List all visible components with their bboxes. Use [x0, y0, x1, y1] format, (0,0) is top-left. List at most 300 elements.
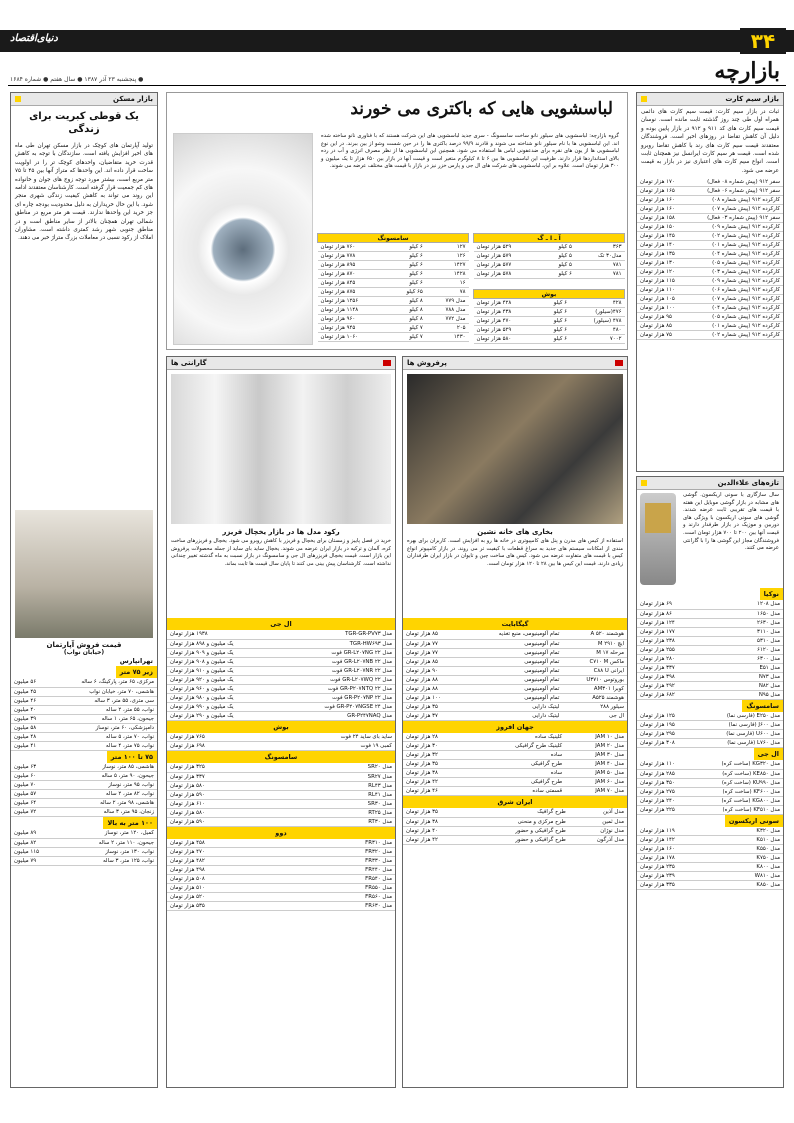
- table-row: [474, 252, 625, 261]
- table-row: [11, 763, 157, 772]
- table-cell: ۶۹ هزار تومان: [637, 600, 722, 609]
- housing-headline: یک قوطی کبریت برای زندگی: [29, 111, 139, 135]
- table-cell: کمیل، ۱۲۰ متر، نوساز: [60, 829, 157, 838]
- section-marker-icon: [641, 96, 647, 102]
- table-cell: ۷۵ هزار تومان: [637, 330, 687, 339]
- table-row: [474, 326, 625, 335]
- table-row: [637, 330, 783, 339]
- table-cell: ۱۰۰ هزار تومان: [403, 693, 464, 702]
- table-row: [403, 711, 627, 720]
- table-row: [167, 630, 395, 639]
- table-row: [637, 712, 783, 721]
- table-cell: ۳۳۷ هزار تومان: [167, 772, 298, 781]
- group-heading: جهان افروز: [403, 721, 627, 733]
- sim-title: بازار سیم کارت: [725, 95, 779, 103]
- table-row: [637, 618, 783, 627]
- bosch-washer-table: [473, 289, 625, 344]
- table-cell: مدل KE۸۵۰ (ساخت کره): [694, 769, 783, 778]
- table-row: [167, 639, 395, 648]
- group-heading: بوش: [167, 721, 395, 733]
- table-cell: ۴۰ هزار تومان: [403, 826, 470, 835]
- table-row: [637, 600, 783, 609]
- table-cell: ۳۳۷ هزار تومان: [637, 663, 722, 672]
- table-cell: مدل ۳۱۱۰: [722, 627, 783, 636]
- price-table: [11, 763, 157, 818]
- table-cell: ۱۲۵ هزار تومان: [637, 712, 696, 721]
- table-row: [637, 690, 783, 699]
- table-cell: طرح گرافیکی و حضور: [470, 835, 569, 844]
- table-cell: ۷۸: [426, 288, 469, 297]
- table-cell: ۵۸۰ هزار تومان: [167, 781, 298, 790]
- table-cell: ۵۷ میلیون: [11, 790, 58, 799]
- table-cell: یک میلیون و ۹۱۰ هزار تومان: [167, 666, 278, 675]
- table-cell: ۵ کیلو: [542, 252, 575, 261]
- table-cell: مدل GR-L۲۰۷NR ۲۲ فوت: [278, 666, 395, 675]
- table-cell: مدل RT۲۵: [298, 808, 395, 817]
- table-cell: مدل RL۴۳: [298, 781, 395, 790]
- table-row: [474, 243, 625, 252]
- table-row: [403, 666, 627, 675]
- table-cell: هاشمی، ۷۰ متر، خیابان نواب: [50, 687, 157, 696]
- table-cell: ۲۳۵ هزار تومان: [637, 863, 720, 872]
- table-cell: ۸۸ هزار تومان: [403, 684, 464, 693]
- table-row: [318, 279, 469, 288]
- table-row: [637, 769, 783, 778]
- table-cell: ۳۶۳: [575, 243, 625, 252]
- table-cell: ۶۰ میلیون: [11, 772, 58, 781]
- table-cell: ۱۶۰ هزار تومان: [637, 845, 720, 854]
- table-row: [11, 856, 157, 865]
- table-row: [167, 684, 395, 693]
- table-cell: ۶ کیلو: [389, 261, 426, 270]
- table-row: [11, 799, 157, 808]
- table-cell: ۲۷۵ هزار تومان: [637, 787, 694, 796]
- table-row: [318, 315, 469, 324]
- computer-headline: بخاری های خانه نشین: [477, 528, 553, 536]
- computer-cases-photo: [407, 374, 623, 524]
- table-cell: ۷۰ میلیون: [11, 781, 58, 790]
- table-cell: یک میلیون و ۹۲۰ هزار تومان: [167, 675, 278, 684]
- table-row: [403, 835, 627, 844]
- table-cell: ۴۷۰ هزار تومان: [474, 317, 539, 326]
- table-cell: ۴۷۰ هزار تومان: [167, 848, 293, 857]
- table-row: [167, 839, 395, 848]
- table-cell: مدل GR-L۲۰۷WQ ۲۲ فوت: [278, 675, 395, 684]
- table-cell: ۸۸ هزار تومان: [403, 675, 464, 684]
- table-cell: کارکرده ۹۱۲ (پیش شماره ۰۱): [687, 321, 783, 330]
- price-table: [637, 600, 783, 700]
- table-row: [167, 733, 395, 742]
- table-row: [637, 276, 783, 285]
- table-row: [403, 808, 627, 817]
- table-row: [637, 285, 783, 294]
- table-cell: ۸ کیلو: [389, 315, 426, 324]
- table-row: [637, 258, 783, 267]
- table-cell: نواب، ۸۲ متر، ۲ ساله: [58, 790, 157, 799]
- bestsellers-box: [402, 356, 628, 1088]
- table-cell: دامپزشکی، ۶۰ متر، نوساز: [50, 723, 157, 732]
- table-row: [167, 648, 395, 657]
- table-cell: ۶۸۲ هزار تومان: [637, 690, 722, 699]
- table-row: [318, 306, 469, 315]
- photo-subcaption: (خیابان نواب): [63, 649, 105, 656]
- table-cell: ۵۸ میلیون: [11, 723, 50, 732]
- table-cell: ۸۵ هزار تومان: [403, 657, 464, 666]
- table-cell: تمام آلومینیومی: [464, 675, 563, 684]
- table-cell: ۸ کیلو: [389, 297, 426, 306]
- table-cell: مرحله ۱۷ M: [562, 648, 627, 657]
- table-cell: مدل TGR-HW۶۹۳: [278, 639, 395, 648]
- table-cell: ۸۷۰ هزار تومان: [318, 270, 390, 279]
- table-cell: ۷۲ میلیون: [11, 808, 58, 817]
- mobile-title: تازه‌های علاءالدین: [717, 479, 779, 487]
- table-cell: مدل JAM ۱۰: [565, 733, 627, 742]
- table-cell: ۵۸۰ هزار تومان: [474, 335, 539, 344]
- sim-body: ثبات در بازار سیم کارت: قیمت سیم کارت های دائمی همراه اول طی چند روز گذشته ثابت مانده است. نوسان قیمت سیم کارت های کد ۹۱۱ و ۹۱۲ در بازار پایین بوده و دلیل آن کاهش تقاضا در روزهای اخیر است. فروشندگان معتقدند قیمت سیم کارت های رند با کاهش تقاضا روبرو شده است. قیمت هر سیم کارت ایرانسل نیز همچنان ثابت است. انواع سیم کارت های اعتباری نیز در بازار به قیمت عرضه می شود.: [641, 109, 779, 174]
- price-table: [637, 712, 783, 749]
- table-cell: ۱۷۰ هزار تومان: [637, 177, 687, 186]
- table-cell: نواب، ۱۲۵ متر، ۳ ساله: [60, 856, 157, 865]
- section-marker-icon: [641, 480, 647, 486]
- table-cell: ۷۷ هزار تومان: [403, 648, 464, 657]
- table-cell: کارکرده ۹۱۲ (پیش شماره ۰۸): [687, 195, 783, 204]
- table-cell: ۸۶ هزار تومان: [637, 609, 722, 618]
- table-cell: ۹۶۰ هزار تومان: [318, 315, 390, 324]
- table-cell: ۲۸۰ هزار تومان: [637, 654, 722, 663]
- table-cell: ۳۷ هزار تومان: [403, 711, 464, 720]
- table-cell: ال جی: [562, 711, 627, 720]
- table-cell: ۵۹۰ هزار تومان: [167, 817, 298, 826]
- section-flag-icon: [383, 360, 391, 366]
- table-row: [637, 627, 783, 636]
- samsung-washer-table: [317, 233, 469, 342]
- table-row: [637, 186, 783, 195]
- table-cell: کارکرده ۹۱۲ (پیش شماره ۰۵): [687, 258, 783, 267]
- table-cell: مدل ۷۷۲: [426, 315, 469, 324]
- table-cell: کارکرده ۹۱۲ (پیش شماره ۰۹): [687, 276, 783, 285]
- table-cell: ۷۷۸ هزار تومان: [318, 252, 390, 261]
- table-row: [403, 675, 627, 684]
- table-cell: ۱۰۶۰ هزار تومان: [318, 333, 390, 342]
- price-table: [637, 827, 783, 891]
- table-row: [167, 893, 395, 902]
- table-row: [167, 817, 395, 826]
- group-heading: سامسونگ: [167, 751, 395, 763]
- group-heading: گیگابایت: [403, 618, 627, 630]
- table-row: [11, 714, 157, 723]
- table-cell: مدل JAM ۲۰: [565, 742, 627, 751]
- table-cell: ۳۵ هزار تومان: [403, 760, 471, 769]
- table-row: [167, 772, 395, 781]
- table-cell: مدل ۷۸۸: [426, 306, 469, 315]
- table-cell: ایرانی C۸۸ U: [562, 666, 627, 675]
- table-row: [167, 763, 395, 772]
- table-cell: مدل K۸۵۰: [720, 881, 783, 890]
- table-row: [11, 741, 157, 750]
- table-row: [637, 730, 783, 739]
- table-cell: ۱۴۲ هزار تومان: [637, 836, 720, 845]
- table-cell: ۱۰۰ هزار تومان: [637, 303, 687, 312]
- apartment-photo: [15, 510, 153, 638]
- table-cell: ۳۵ هزار تومان: [403, 808, 470, 817]
- table-cell: مدل ۲۶۳۰: [722, 618, 783, 627]
- table-cell: مدل W۸۱۰: [720, 872, 783, 881]
- table-cell: ۸۷۵ هزار تومان: [318, 288, 390, 297]
- table-row: [11, 772, 157, 781]
- table-cell: یک میلیون و ۹۹۰ هزار تومان: [167, 702, 278, 711]
- table-row: [403, 742, 627, 751]
- table-cell: ۸۵ هزار تومان: [637, 321, 687, 330]
- table-cell: ۷۰۰۲: [570, 335, 624, 344]
- table-cell: هوشمند ۵۲۰ A: [562, 630, 627, 639]
- table-cell: کارکرده ۹۱۲ (پیش شماره ۰۷): [687, 294, 783, 303]
- table-row: [403, 702, 627, 711]
- table-cell: ماکس C۷۱۰ M: [562, 657, 627, 666]
- table-row: [167, 702, 395, 711]
- table-row: [637, 721, 783, 730]
- table-cell: مدل ۱۶۵۰: [722, 609, 783, 618]
- computer-body: استفاده از کیس های مدرن و پنل های کامپیوتری در خانه ها رو به افزایش است. کاربران برای بهره مندی از امکانات سیستم های جدید به سراغ قطعات با کیفیت تر می روند. در بازار کامپیوتر انواع کیس با قیمت های متفاوت عرضه می شود. کیس های ساخت چین و تایوان در بازار ایران طرفداران زیادی دارند. قیمت این کیس ها بین ۲۸ تا ۱۲۰ هزار تومان است.: [407, 538, 623, 567]
- group-heading: ال جی: [754, 748, 783, 760]
- price-table: [11, 678, 157, 751]
- table-row: [637, 836, 783, 845]
- table-row: [167, 711, 395, 720]
- table-cell: ۵۲۹ هزار تومان: [474, 326, 539, 335]
- table-cell: ۱۲۷: [426, 243, 469, 252]
- table-cell: ۵ کیلو: [542, 261, 575, 270]
- table-cell: مدل U۶۰۰ (فارسی نما): [696, 730, 783, 739]
- table-row: [637, 231, 783, 240]
- table-row: [637, 805, 783, 814]
- table-row: [637, 787, 783, 796]
- table-cell: مدل GR-P۲۴۷NAQ: [278, 711, 395, 720]
- table-cell: ۴۸ میلیون: [11, 732, 50, 741]
- table-cell: ۱۶۰ هزار تومان: [637, 195, 687, 204]
- table-cell: ۳۳۵ هزار تومان: [637, 881, 720, 890]
- table-cell: ۱۴۲۷: [426, 261, 469, 270]
- table-row: [474, 308, 625, 317]
- table-cell: ۴۸۲ هزار تومان: [167, 857, 293, 866]
- table-cell: مدل ۶۱۲۰: [722, 645, 783, 654]
- table-cell: ۱۳۰ هزار تومان: [637, 258, 687, 267]
- table-cell: ۱۶۰ هزار تومان: [637, 204, 687, 213]
- table-row: [11, 723, 157, 732]
- group-heading: زیر ۷۵ متر: [116, 666, 157, 678]
- newspaper-logo: دنیای‌اقتصاد: [10, 33, 58, 44]
- table-cell: ۵۳۵ هزار تومان: [167, 902, 293, 911]
- table-cell: سفر ۹۱۲ (پیش شماره ۰۶ فعال): [687, 186, 783, 195]
- table-cell: ۲۲۵ هزار تومان: [637, 805, 694, 814]
- table-row: [11, 847, 157, 856]
- table-cell: مدل TGR-GR-PV۷۳: [278, 630, 395, 639]
- table-cell: ۴۹۸ هزار تومان: [167, 866, 293, 875]
- table-cell: ۶ کیلو: [539, 308, 570, 317]
- table-cell: مدل GR-P۲۰۷NGSE ۲۴ فوت: [278, 702, 395, 711]
- group-heading: ۷۵ تا ۱۰۰ متر: [107, 751, 157, 763]
- table-row: [637, 845, 783, 854]
- table-cell: کارکرده ۹۱۲ (پیش شماره ۰۲): [687, 330, 783, 339]
- table-cell: ۳۵ هزار تومان: [403, 702, 464, 711]
- table-cell: مدل K۵۱۰: [720, 836, 783, 845]
- table-cell: لیتیک دارایی: [464, 702, 563, 711]
- table-row: [637, 881, 783, 890]
- table-row: [637, 609, 783, 618]
- fridge-headline: رکود مدل ها در بازار یخچال فریزر: [222, 528, 340, 536]
- table-cell: مدل FR۳۲۰: [293, 848, 395, 857]
- table-cell: ۱۳۵ هزار تومان: [637, 249, 687, 258]
- table-cell: کارکرده ۹۱۲ (پیش شماره ۰۱): [687, 240, 783, 249]
- table-row: [637, 872, 783, 881]
- table-row: [403, 778, 627, 787]
- table-cell: ۶ کیلو: [389, 279, 426, 288]
- table-cell: مدل N۸۲: [722, 681, 783, 690]
- table-cell: ۳۲ هزار تومان: [403, 751, 471, 760]
- table-cell: کمبی ۱۹ فوت: [262, 742, 395, 751]
- table-row: [403, 760, 627, 769]
- table-cell: هاشمی، ۹۸ متر، ۲ ساله: [58, 799, 157, 808]
- table-row: [637, 213, 783, 222]
- table-cell: کارکرده ۹۱۲ (پیش شماره ۰۹): [687, 222, 783, 231]
- table-row: [474, 270, 625, 279]
- table-cell: کارکرده ۹۱۲ (پیش شماره ۰۴): [687, 249, 783, 258]
- table-cell: ۹۰ هزار تومان: [403, 666, 464, 675]
- table-row: [474, 299, 625, 308]
- table-row: [637, 645, 783, 654]
- table-cell: ۷۸۱: [575, 261, 625, 270]
- table-cell: مدل K۸۰۰: [720, 863, 783, 872]
- table-cell: ۱۵۸ هزار تومان: [637, 213, 687, 222]
- table-row: [318, 288, 469, 297]
- table-row: [637, 303, 783, 312]
- table-cell: تمام آلومینیومی: [464, 684, 563, 693]
- table-cell: ۳۰۸ هزار تومان: [637, 739, 696, 748]
- table-row: [11, 781, 157, 790]
- table-row: [318, 252, 469, 261]
- table-row: [637, 195, 783, 204]
- table-cell: ایچ ۲۹۱۰ M: [562, 639, 627, 648]
- table-row: [403, 648, 627, 657]
- table-cell: طرح مرکزی و منحنی: [470, 817, 569, 826]
- table-cell: یک میلیون و ۹۶۰ هزار تومان: [167, 684, 278, 693]
- table-cell: مدل FR۵۵۰: [293, 884, 395, 893]
- table-cell: ۵۷۷ هزار تومان: [474, 261, 543, 270]
- table-cell: طرح گرافیکی: [471, 778, 565, 787]
- mobile-phone-image: [640, 493, 676, 585]
- table-cell: ۳۹۸ هزار تومان: [637, 672, 722, 681]
- table-cell: ۱۱۹ هزار تومان: [637, 827, 720, 836]
- table-cell: مدل GR-P۲۰۷NTQ ۲۲ فوت: [278, 684, 395, 693]
- table-cell: مرکزی، ۶۵ متر، پارکینگ، ۶ ساله: [50, 678, 157, 687]
- table-cell: ۸ کیلو: [389, 306, 426, 315]
- table-row: [11, 732, 157, 741]
- price-table: [637, 760, 783, 815]
- group-heading: دوو: [167, 827, 395, 839]
- table-cell: مدل آذین: [569, 808, 627, 817]
- table-row: [637, 796, 783, 805]
- table-cell: یک میلیون و ۹۰۹ هزار تومان: [167, 648, 278, 657]
- table-cell: ۷۶۵ هزار تومان: [167, 733, 262, 742]
- table-cell: مدل FR۴۴۰: [293, 866, 395, 875]
- table-cell: ۱۶۵ هزار تومان: [637, 186, 687, 195]
- table-cell: مدل KG۸۰۰ (ساخت کره): [694, 796, 783, 805]
- table-cell: مدل JAM ۴۰: [565, 760, 627, 769]
- washing-machine-image: [173, 133, 313, 345]
- table-cell: مدل JAM ۷۰: [565, 787, 627, 796]
- price-table: [167, 839, 395, 912]
- table-cell: ۱۱۵ میلیون: [11, 847, 60, 856]
- table-cell: ۶ کیلو: [389, 252, 426, 261]
- table-cell: مدل ثمین: [569, 817, 627, 826]
- group-heading: ال جی: [167, 618, 395, 630]
- table-cell: ۹۴۵ هزار تومان: [318, 324, 390, 333]
- table-cell: ۱۱۴۸ هزار تومان: [318, 306, 390, 315]
- table-row: [167, 675, 395, 684]
- photo-caption: قیمت فروش آپارتمان: [46, 641, 122, 649]
- table-cell: ۱۶: [426, 279, 469, 288]
- table-cell: ۳۸ هزار تومان: [403, 817, 470, 826]
- table-cell: کارکرده ۹۱۲ (پیش شماره ۰۵): [687, 312, 783, 321]
- bosch-washer-title: بوش: [474, 290, 625, 299]
- table-cell: ۵۱۰ هزار تومان: [167, 884, 293, 893]
- table-cell: ۶ کیلو: [539, 326, 570, 335]
- table-row: [637, 863, 783, 872]
- table-cell: ۵۶ میلیون: [11, 678, 50, 687]
- table-cell: ۶ کیلو: [539, 335, 570, 344]
- table-cell: ۱۴۰ هزار تومان: [637, 240, 687, 249]
- table-row: [11, 687, 157, 696]
- table-row: [167, 875, 395, 884]
- table-cell: ساید بای ساید ۲۴ فوت: [262, 733, 395, 742]
- table-row: [637, 760, 783, 769]
- table-row: [637, 240, 783, 249]
- table-cell: ساده: [471, 751, 565, 760]
- table-cell: مدل KF۶۰۰ (ساخت کره): [694, 787, 783, 796]
- table-cell: ۶۳ میلیون: [11, 763, 58, 772]
- table-row: [167, 742, 395, 751]
- table-cell: ۸۹ میلیون: [11, 829, 60, 838]
- table-cell: ۱۱۵ هزار تومان: [637, 276, 687, 285]
- table-cell: ۴۶ هزار تومان: [403, 787, 471, 796]
- table-cell: مدل FR۶۳۰: [293, 902, 395, 911]
- table-cell: مدل N۷۳: [722, 672, 783, 681]
- price-table: [11, 829, 157, 866]
- table-cell: ۱۲۵۶ هزار تومان: [318, 297, 390, 306]
- table-cell: مدل FR۵۴۰: [293, 875, 395, 884]
- table-cell: کلینیک طرح گرافیکی: [471, 742, 565, 751]
- table-cell: طرح گرافیکی: [471, 760, 565, 769]
- table-cell: ۷ کیلو: [389, 324, 426, 333]
- table-cell: تمام آلومینیومی: [464, 639, 563, 648]
- group-heading: سونی اریکسون: [725, 815, 783, 827]
- table-cell: نواب، ۵۵ متر، ۲ ساله: [50, 705, 157, 714]
- table-cell: هوشمند A۵۲۵: [562, 693, 627, 702]
- table-cell: ۳۸ هزار تومان: [403, 769, 471, 778]
- table-cell: ۶ کیلو: [542, 270, 575, 279]
- table-row: [637, 249, 783, 258]
- table-cell: جیحون، ۹۰ متر، ۵ ساله: [58, 772, 157, 781]
- table-cell: نواب، ۱۳۰ متر، نوساز: [60, 847, 157, 856]
- table-cell: ۱۹۵ هزار تومان: [637, 721, 696, 730]
- price-table: [403, 733, 627, 797]
- table-row: [318, 333, 469, 342]
- table-cell: نواب، ۷۵ متر، ۴ ساله: [50, 741, 157, 750]
- table-cell: ۵۲۹ هزار تومان: [474, 243, 543, 252]
- table-cell: کوبرا AM۳۰۱: [562, 684, 627, 693]
- table-cell: ۲۸ هزار تومان: [403, 733, 471, 742]
- table-cell: مدل آذرگون: [569, 835, 627, 844]
- table-cell: سفر ۹۱۲ (پیش شماره ۰۳ فعال): [687, 213, 783, 222]
- mobile-box: [636, 476, 784, 1088]
